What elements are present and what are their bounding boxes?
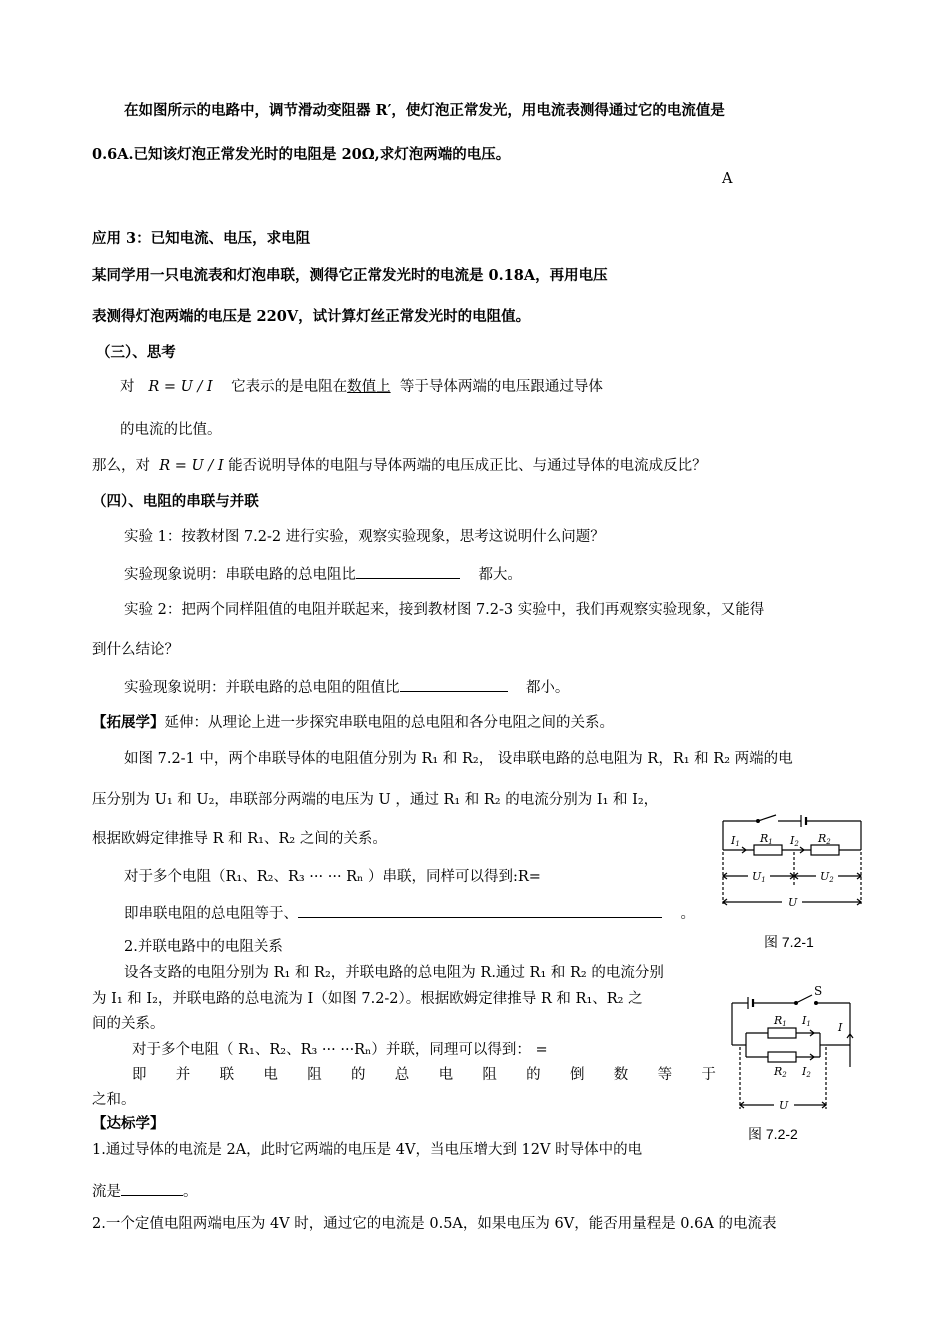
fig2-s-label: S [814,984,823,998]
q1-post: 。 [183,1184,198,1200]
svg-text:U2 [820,870,834,884]
standard-q1-line2 [92,1181,198,1202]
app3-heading: 应用 3：已知电流、电压，求电阻 [92,230,311,247]
fig1-r1-label: R [760,832,769,845]
extend-p6-line1 [132,1065,716,1085]
think-q-pre: 那么，对 [92,458,150,474]
p6-char: 倒 [569,1067,585,1083]
p6-char: 电 [263,1067,278,1083]
exp2-line2: 到什么结论？ [92,642,179,658]
fig2-caption: 图 7.2-2 [748,1126,798,1142]
q1-pre: 流是 [92,1184,121,1200]
fig2-r2-label: R [774,1065,783,1078]
fig2-i-label: I [838,1021,843,1034]
parallel-heading: 2.并联电路中的电阻关系 [124,939,283,955]
fig1-caption: 图 7.2-1 [764,934,814,950]
app3-line2: 表测得灯泡两端的电压是 220V，试计算灯丝正常发光时的电阻值。 [92,308,531,325]
exp1-result [124,564,522,585]
think-line1 [120,377,603,397]
extend-p1-line2: 压分别为 U₁ 和 U₂，串联部分两端的电压为 U ，通过 R₁ 和 R₂ 的电流分别为 I₁ 和 I₂， [92,792,659,808]
extend-p4-line1: 设各支路的电阻分别为 R₁ 和 R₂，并联电路的总电阻为 R.通过 R₁ 和 R₂ 的电流分别 [124,965,664,981]
think-heading: （三）、思考 [96,344,176,361]
extend-p3 [124,903,695,924]
fig2-r1-label: R [774,1014,783,1027]
q1-blank[interactable] [121,1181,183,1196]
exp2-result-pre: 实验现象说明：并联电路的总电阻的阻值比 [124,680,400,696]
extend-p3-pre: 即串联电阻的总电阻等于、 [124,906,298,922]
think-mid: 它表示的是电阻在 [231,379,348,395]
think-line2: 的电流的比值。 [120,422,222,438]
p6-char: 电 [438,1067,454,1083]
problem-line2: 0.6A.已知该灯泡正常发光时的电阻是 20Ω,求灯泡两端的电压。 [92,146,511,163]
think-pre: 对 [120,379,135,395]
exp2-result [124,677,569,698]
fig1-i2-label: I [790,834,795,847]
p6-char: 于 [701,1067,716,1083]
extend-p6-line2: 之和。 [92,1092,136,1108]
p6-char: 联 [219,1067,235,1083]
think-post: 等于导体两端的电压跟通过导体 [399,379,603,395]
fig2-u-label: U [779,1099,789,1112]
think-question [92,456,707,476]
fig2-sub: 1 [806,1020,811,1028]
svg-text:I2 [789,834,799,848]
p6-char: 数 [613,1067,629,1083]
exp1-result-pre: 实验现象说明：串联电路的总电阻比 [124,567,356,583]
extend-p1-line3: 根据欧姆定律推导 R 和 R₁、R₂ 之间的关系。 [92,831,387,847]
think-q-formula: R = U / I [159,458,224,474]
exp2-result-post: 都小。 [525,680,570,696]
exp2-line1: 实验 2：把两个同样阻值的电阻并联起来，接到教材图 7.2-3 实验中，我们再观察实验现象，又能得 [124,602,765,618]
svg-text:R2 [773,1065,787,1079]
think-underlined: 数值上 [347,379,391,395]
p6-char: 等 [657,1067,673,1083]
p6-char: 总 [394,1067,410,1083]
extend-p4-line2: 为 I₁ 和 I₂，并联电路的总电流为 I（如图 7.2-2）。根据欧姆定律推导 R 和 R₁、R₂ 之 [92,991,643,1007]
svg-text:U1 [752,870,766,884]
svg-text:R1 [759,832,773,846]
exp1-blank[interactable] [356,564,460,579]
fig1-u1-label: U [752,870,762,883]
exp2-blank[interactable] [400,677,508,692]
fig2-sub: 2 [782,1071,787,1079]
fig2-sub: 2 [806,1071,811,1079]
fig2-i1-label: I [802,1014,807,1027]
svg-text:R1 [773,1014,787,1028]
think-formula: R = U / I [148,379,213,395]
fig1-sub: 1 [761,876,766,884]
fig1-sub: 2 [829,876,834,884]
fig2-sub: 1 [782,1020,787,1028]
series-circuit-diagram [718,812,868,918]
p6-char: 阻 [482,1067,497,1083]
problem-marker: A [722,171,733,187]
fig1-sub: 1 [735,840,740,848]
extend-line [92,713,614,733]
svg-text:I1 [801,1014,811,1028]
app3-line1: 某同学用一只电流表和灯泡串联，测得它正常发光时的电流是 0.18A，再用电压 [92,267,608,284]
standard-q1-line1: 1.通过导体的电流是 2A，此时它两端的电压是 4V，当电压增大到 12V 时导体中的电 [92,1142,643,1158]
fig1-r2-label: R [818,832,827,845]
p6-char: 即 [132,1067,147,1083]
p6-char: 的 [350,1067,366,1083]
extend-p4-line3: 间的关系。 [92,1016,165,1032]
fig1-sub: 2 [826,838,831,846]
p6-char: 的 [526,1067,541,1083]
problem-line1: 在如图所示的电路中，调节滑动变阻器 R′，使灯泡正常发光，用电流表测得通过它的电流值是 [124,102,725,119]
section4-heading: （四）、电阻的串联与并联 [92,493,259,510]
fig1-u-label: U [788,896,798,909]
exp1-text: 实验 1：按教材图 7.2-2 进行实验，观察实验现象，思考这说明什么问题？ [124,529,605,545]
think-q-post: 能否说明导体的电阻与导体两端的电压成正比、与通过导体的电流成反比？ [228,458,707,474]
exp1-result-post: 都大。 [478,567,522,583]
extend-tag: 【拓展学】 [92,714,165,731]
extend-p5: 对于多个电阻（ R₁、R₂、R₃ ··· ···Rₙ）并联，同理可以得到： = [132,1042,548,1058]
extend-p2: 对于多个电阻（R₁、R₂、R₃ ··· ··· Rₙ ）串联，同样可以得到:R= [124,869,541,885]
p6-char: 阻 [307,1067,322,1083]
fig1-i1-label: I [731,834,736,847]
extend-intro: 延伸：从理论上进一步探究串联电阻的总电阻和各分电阻之间的关系。 [164,715,614,731]
extend-p3-post: 。 [680,906,695,922]
standard-tag: 【达标学】 [92,1115,165,1132]
svg-text:I1 [730,834,740,848]
fig1-u2-label: U [820,870,830,883]
svg-text:R2 [817,832,831,846]
svg-text:I2 [801,1065,811,1079]
fig2-i2-label: I [802,1065,807,1078]
p6-char: 并 [175,1067,191,1083]
extend-p3-blank[interactable] [298,903,662,918]
parallel-circuit-diagram [726,983,858,1119]
fig1-sub: 1 [768,838,773,846]
standard-q2: 2.一个定值电阻两端电压为 4V 时，通过它的电流是 0.5A，如果电压为 6V，能否用量程是 0.6A 的电流表 [92,1216,777,1232]
extend-p1-line1: 如图 7.2-1 中，两个串联导体的电阻值分别为 R₁ 和 R₂， 设串联电路的总电阻为 R，R₁ 和 R₂ 两端的电 [124,751,793,767]
fig1-sub: 2 [794,840,799,848]
